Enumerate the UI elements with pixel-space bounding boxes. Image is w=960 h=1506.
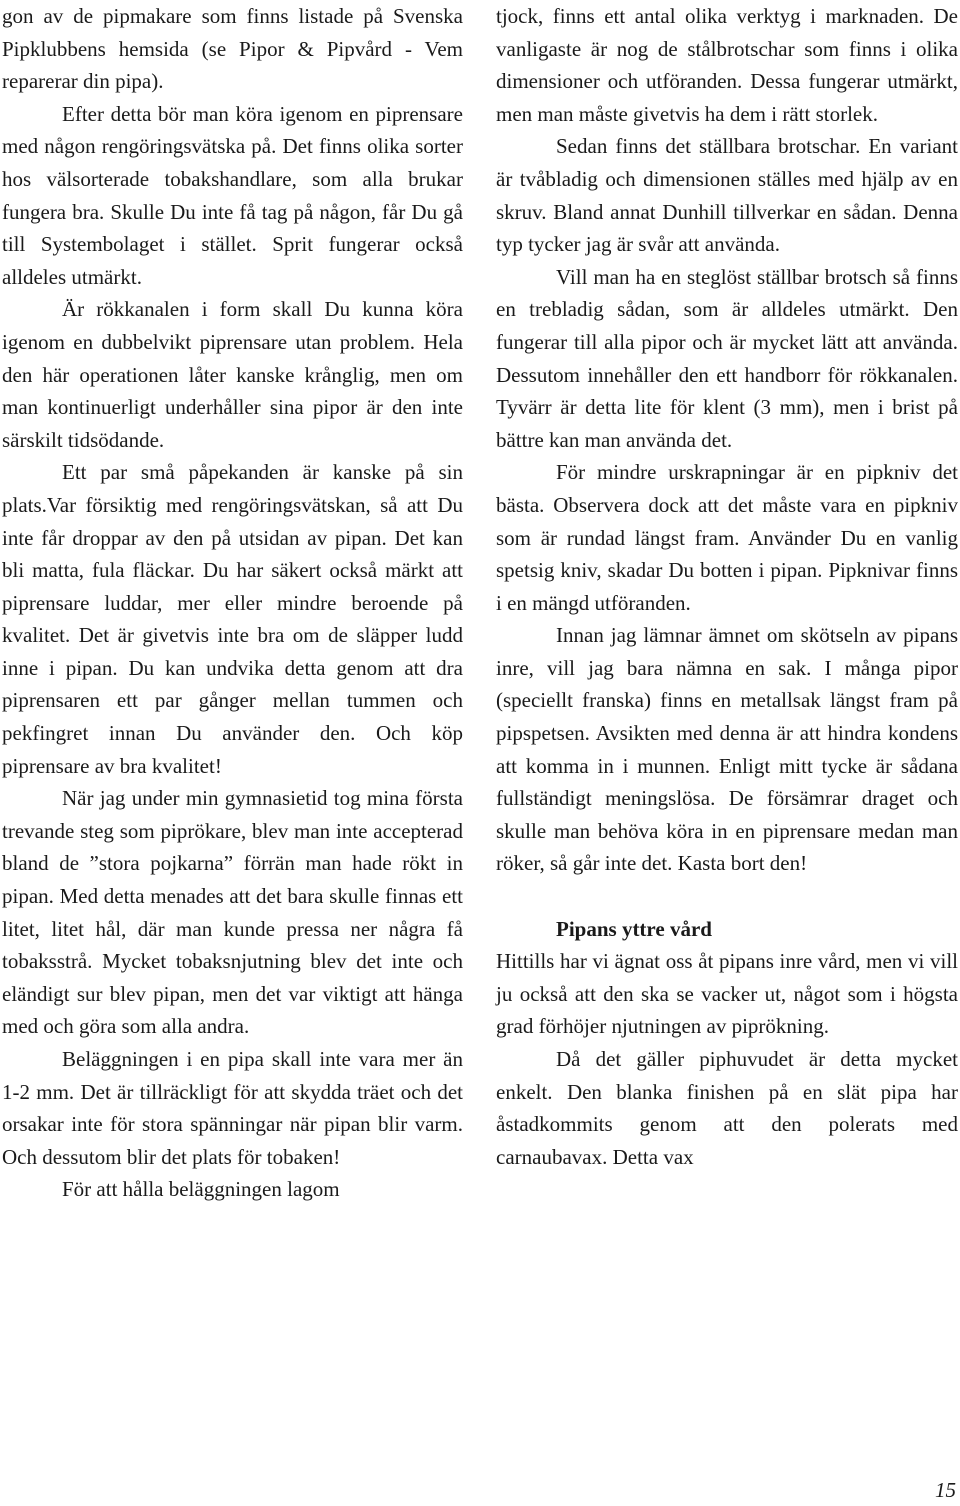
paragraph: Efter detta bör man köra igenom en piprensare med någon rengöringsvätska på. Det finns olika sorter hos välsorterade tobakshandlare, som alla brukar fungera bra. Skulle Du inte få tag på någon, får Du gå till Systembolaget i stället. Sprit fungerar också alldeles utmärkt. <box>2 101 463 289</box>
left-column <box>2 0 463 1206</box>
paragraph: Hittills har vi ägnat oss åt pipans inre vård, men vi vill ju också att den ska se vacker ut, något som i högsta grad förhöjer njutningen av piprökning. <box>496 949 958 1039</box>
paragraph: Sedan finns det ställbara brotschar. En variant är tvåbladig och dimensionen ställes med hjälp av en skruv. Bland annat Dunhill tillverkar en sådan. Denna typ tycker jag är svår att använda. <box>496 134 958 257</box>
paragraph: Ett par små påpekanden är kanske på sin plats.Var försiktig med rengöringsvätskan, så att Du inte får droppar av den på utsidan av pipan. Det kan bli matta, fula fläckar. Du har säkert också märkt att piprensare luddar, mer eller mindre beroende på kvalitet. Det är givetvis inte bra om de släpper ludd inne i pipan. Du kan undvika detta genom att dra piprensaren ett par gånger mellan tummen och pekfingret innan Du använder den. Och köp piprensare av bra kvalitet! <box>2 460 463 778</box>
paragraph: gon av de pipmakare som finns listade på Svenska Pipklubbens hemsida (se Pipor & Pipvård - Vem reparerar din pipa). <box>2 4 463 94</box>
paragraph: När jag under min gymnasietid tog mina första trevande steg som piprökare, blev man inte accepterad bland de ”stora pojkarna” förrän man hade rökt in pipan. Med detta menades att det bara skulle finnas ett litet, litet hål, där man kunde pressa ner några få tobaksstrå. Mycket tobaksnjutning blev det inte och eländigt sur blev pipan, men det var viktigt att hänga med och göra som alla andra. <box>2 786 463 1039</box>
paragraph: Är rökkanalen i form skall Du kunna köra igenom en dubbelvikt piprensare utan problem. Hela den här operationen låter kanske krånglig, men om man kontinuerligt underhåller sina pipor är den inte särskilt tidsödande. <box>2 297 463 452</box>
right-column <box>496 0 958 1173</box>
paragraph: Då det gäller piphuvudet är detta mycket enkelt. Den blanka finishen på en slät pipa har åstadkommits genom att den polerats med carnaubavax. Detta vax <box>496 1047 958 1169</box>
section-heading: Pipans yttre vård <box>556 916 712 941</box>
page-number: 15 <box>935 1478 956 1502</box>
paragraph: För mindre urskrapningar är en pipkniv det bästa. Observera dock att det måste vara en pipkniv som är rundad längst fram. Använder Du en vanlig spetsig kniv, skadar Du botten i pipan. Pipknivar finns i en mängd utföranden. <box>496 460 958 615</box>
paragraph: Beläggningen i en pipa skall inte vara mer än 1-2 mm. Det är tillräckligt för att skydda träet och det orsakar inte för stora spänningar när pipan blir varm. Och dessutom blir det plats för tobaken! <box>2 1047 463 1169</box>
paragraph: Vill man ha en steglöst ställbar brotsch så finns en trebladig sådan, som är alldeles utmärkt. Den fungerar till alla pipor och är mycket lätt att använda. Dessutom innehåller den ett handborr för rökkanalen. Tyvärr är detta lite för klent (3 mm), men i brist på bättre kan man använda det. <box>496 264 958 452</box>
paragraph: Innan jag lämnar ämnet om skötseln av pipans inre, vill jag bara nämna en sak. I många pipor (speciellt franska) finns en metallsak längst fram på pipspetsen. Avsikten med denna är att hindra kondens att komma in i munnen. Enligt mitt tycke är sådana fullständigt meningslösa. De försämrar draget och skulle man behöva köra in en piprensare medan man röker, så går inte det. Kasta bort den! <box>496 623 958 876</box>
paragraph: tjock, finns ett antal olika verktyg i marknaden. De vanligaste är nog de stålbrotschar som finns i olika dimensioner och utföranden. Dessa fungerar utmärkt, men man måste givetvis ha dem i rätt storlek. <box>496 4 958 126</box>
section-spacer <box>496 880 958 913</box>
paragraph: För att hålla beläggningen lagom <box>62 1177 340 1202</box>
